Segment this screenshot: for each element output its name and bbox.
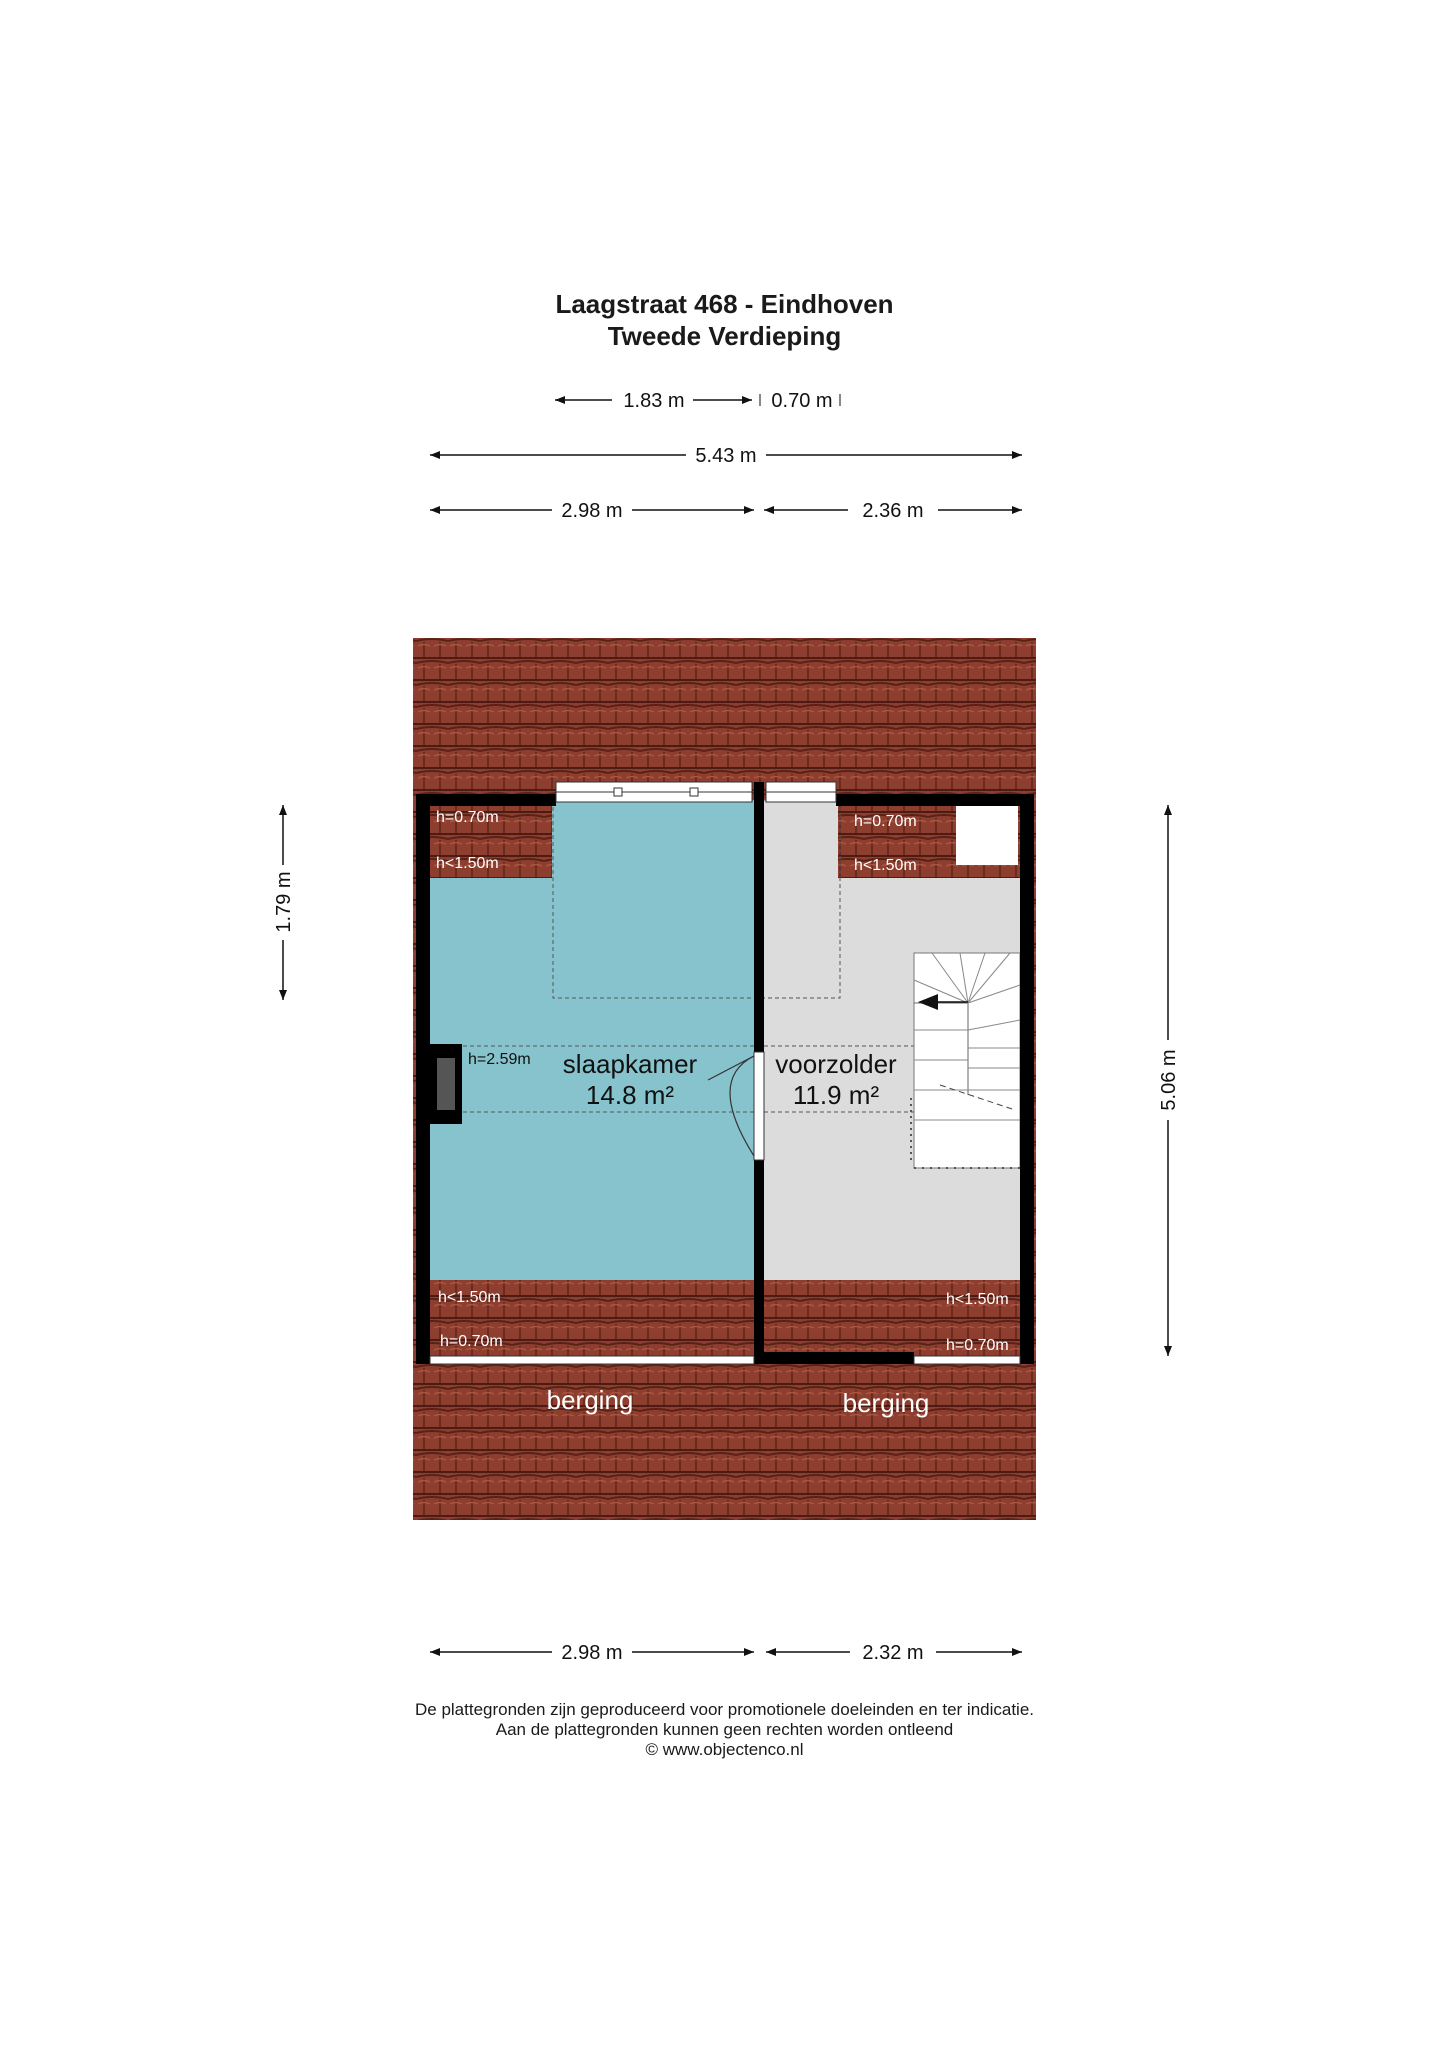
staircase: [911, 953, 1020, 1168]
room-name-voorzolder: voorzolder: [775, 1049, 897, 1079]
room-name-berging-right: berging: [842, 1388, 930, 1418]
window-bottom-left: [430, 1356, 754, 1364]
height-label-br-070: h=0.70m: [946, 1337, 1009, 1354]
window-bottom-right: [914, 1356, 1020, 1364]
disclaimer: [0, 1700, 1449, 1760]
dimension-top-2: [760, 390, 840, 412]
window-top-right: [766, 782, 836, 802]
chimney-void: [956, 805, 1018, 865]
plan-subtitle: Tweede Verdieping: [607, 321, 842, 351]
dimension-top-right: [764, 500, 1022, 522]
dim-top-2-label: 0.70 m: [771, 390, 833, 412]
height-label-tl-150: h<1.50m: [436, 855, 499, 872]
room-name-slaapkamer: slaapkamer: [562, 1049, 698, 1079]
dim-top-left-label: 2.98 m: [561, 500, 623, 522]
dim-bottom-left-label: 2.98 m: [561, 1642, 623, 1664]
height-label-bl-150: h<1.50m: [438, 1289, 501, 1306]
height-label-mid-259: h=2.59m: [468, 1051, 531, 1068]
disclaimer-line-1: De plattegronden zijn geproduceerd voor promotionele doeleinden en ter indicatie.: [414, 1700, 1035, 1719]
dimension-top-total: [430, 445, 1022, 467]
dim-bottom-right-label: 2.32 m: [862, 1642, 924, 1664]
disclaimer-line-2: Aan de plattegronden kunnen geen rechten worden ontleend: [495, 1720, 954, 1739]
dim-top-total-label: 5.43 m: [695, 445, 757, 467]
room-area-voorzolder: 11.9 m²: [792, 1080, 880, 1110]
dimension-bottom-left: [430, 1642, 754, 1664]
height-label-tr-070: h=0.70m: [854, 813, 917, 830]
copyright-link[interactable]: © www.objectenco.nl: [645, 1740, 804, 1759]
height-label-br-150: h<1.50m: [946, 1291, 1009, 1308]
dim-top-1-label: 1.83 m: [623, 390, 685, 412]
dimension-bottom-right: [766, 1642, 1022, 1664]
height-label-tr-150: h<1.50m: [854, 857, 917, 874]
dim-top-right-label: 2.36 m: [862, 500, 924, 522]
chimney-block: [437, 1058, 455, 1110]
height-label-bl-070: h=0.70m: [440, 1333, 503, 1350]
dimension-top-1: [555, 390, 752, 412]
room-name-berging-left: berging: [546, 1385, 634, 1415]
dim-right-side-label: 5.06 m: [1158, 1049, 1180, 1111]
dimension-top-left: [430, 500, 754, 522]
dimension-left-side: [273, 805, 295, 1000]
dim-left-side-label: 1.79 m: [273, 871, 295, 933]
room-area-slaapkamer: 14.8 m²: [585, 1080, 675, 1110]
dimension-right-side: [1158, 805, 1180, 1356]
height-label-tl-070: h=0.70m: [436, 809, 499, 826]
window-top-left: [556, 782, 752, 802]
plan-title: Laagstraat 468 - Eindhoven: [555, 289, 894, 319]
